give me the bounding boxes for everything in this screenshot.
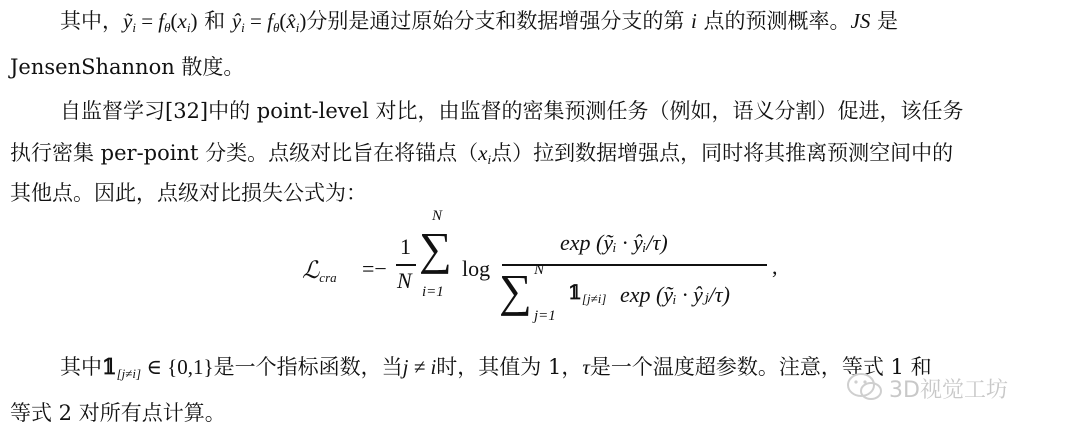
numerator: exp (ỹᵢ · ŷᵢ/τ) [560, 230, 668, 255]
para1-suffix: 是 [870, 9, 899, 33]
log-op: log [462, 256, 491, 281]
loss-formula [302, 208, 822, 332]
para2-line2a: 执行密集 per-point 分类。点级对比旨在将锚点（ [10, 141, 479, 165]
para2-line3: 其他点。因此，点级对比损失公式为： [10, 181, 367, 205]
den-sum-top: N [534, 262, 545, 278]
lhs-sub: cra [319, 270, 337, 285]
watermark-text: 3D视觉工坊 [889, 378, 1008, 403]
den-indicator [568, 280, 606, 305]
para3-line1 [60, 354, 932, 380]
para1-and: 和 [197, 9, 232, 33]
para2-line2 [10, 140, 953, 166]
formula-eq: =− [362, 256, 387, 281]
para3-mid1: 是一个指标函数，当 [213, 355, 403, 379]
indicator-inline: 𝟙 [102, 354, 117, 379]
para2-line1: 自监督学习[32]中的 point-level 对比，由监督的密集预测任务（例如，语义分割）促进，该任务 [60, 99, 964, 123]
sum-symbol: ∑ [419, 223, 452, 274]
para1-line1 [60, 8, 898, 34]
math-y-hat: $ŷ_i$ = $f_\theta(x̂_i)$ [231, 9, 307, 35]
lhs-symbol: ℒ [302, 258, 320, 284]
para2-line2b: 点）拉到数据增强点，同时将其推离预测空间中的 [491, 141, 954, 165]
wechat-icon [845, 371, 885, 403]
para1-prefix: 其中， [60, 9, 123, 33]
sum-bottom: i=1 [422, 284, 444, 300]
para3-line2: 等式 2 对所有点计算。 [10, 401, 226, 425]
para3-mid3: 是一个温度超参数。注意，等式 1 和 [589, 355, 932, 379]
watermark [845, 371, 1050, 405]
tau-symbol: τ [582, 355, 590, 379]
math-y-tilde: ỹ$_i$ = $f_\theta(x_i)$ [123, 9, 198, 35]
den-exp: exp (ỹᵢ · ŷⱼ/τ) [620, 282, 730, 307]
frac-one: 1 [400, 234, 411, 259]
para1-line2: JensenShannon 散度。 [10, 55, 245, 79]
math-js: JS [850, 9, 871, 33]
para3-prefix: 其中 [60, 355, 102, 379]
den-sum-symbol: ∑ [499, 265, 532, 316]
formula-lhs [302, 256, 337, 285]
sum-top: N [432, 208, 443, 224]
para1-text: 分别是通过原始分支和数据增强分支的第 [306, 9, 692, 33]
frac-n: N [397, 268, 412, 293]
set-notation: ∈ {0,1} [141, 355, 214, 379]
condition: j ≠ i [402, 355, 437, 379]
formula-comma: , [772, 254, 778, 279]
para1-text2: 点的预测概率。 [696, 9, 851, 33]
indicator-sub: [j≠i] [581, 291, 607, 306]
math-xi: $x_i$ [478, 141, 492, 167]
indicator-symbol: 𝟙 [568, 280, 582, 304]
para3-mid2: 时，其值为 1， [436, 355, 583, 379]
math-i: i [691, 9, 697, 33]
den-sum-bottom: j=1 [534, 308, 556, 324]
indicator-inline-sub: [j≠i] [116, 366, 142, 381]
frac-bar-1n [396, 264, 416, 266]
